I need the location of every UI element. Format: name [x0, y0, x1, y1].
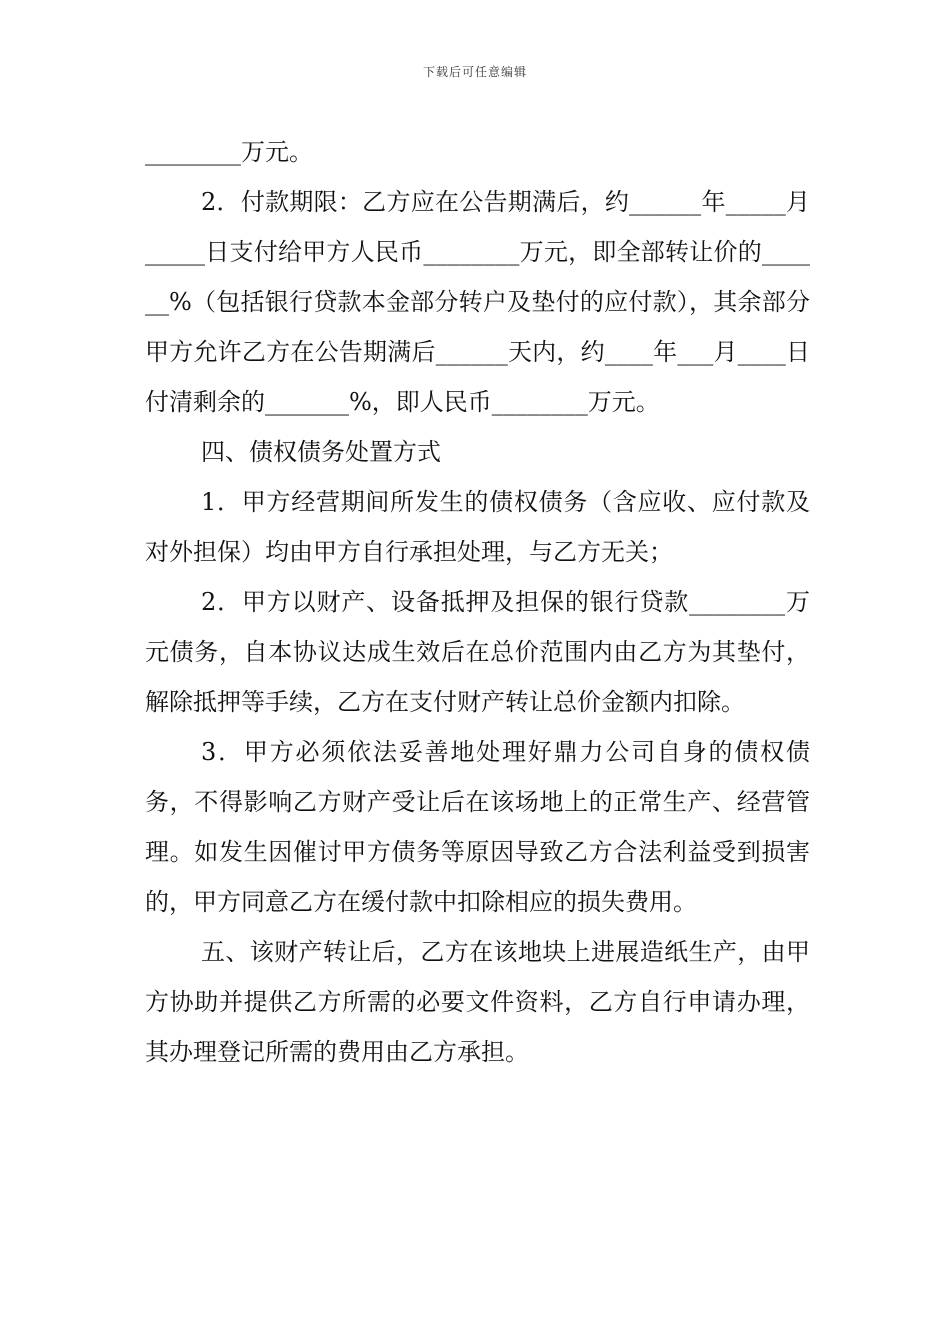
page-header: 下载后可任意编辑 — [422, 65, 527, 79]
section-paragraph-five: 五、该财产转让后，乙方在该地块上进展造纸生产，由甲方协助并提供乙方所需的必要文件资料，乙方自行申请办理，其办理登记所需的费用由乙方承担。 — [145, 938, 810, 1066]
paragraph-debt-clause-2: 2．甲方以财产、设备抵押及担保的银行贷款________万元债务，自本协议达成生效后在总价范围内由乙方为其垫付，解除抵押等手续，乙方在支付财产转让总价金额内扣除。 — [145, 588, 810, 716]
paragraph-payment-term: 2．付款期限：乙方应在公告期满后，约______年_____月_____日支付给甲方人民币________万元，即全部转让价的______%（包括银行贷款本金部分转户及垫付的应付款），其余部分甲方允许乙方在公告期满后______天内，约____年___月____日付清剩余的_______%，即人民币________万元。 — [145, 188, 810, 416]
section-heading-debt-disposal: 四、债权债务处置方式 — [201, 438, 441, 466]
paragraph-debt-clause-1: 1．甲方经营期间所发生的债权债务（含应收、应付款及对外担保）均由甲方自行承担处理，与乙方无关； — [145, 488, 810, 566]
document-body — [145, 127, 810, 1077]
paragraph-amount-tail: ________万元。 — [145, 138, 313, 166]
paragraph-debt-clause-3: 3．甲方必须依法妥善地处理好鼎力公司自身的债权债务，不得影响乙方财产受让后在该场地上的正常生产、经营管理。如发生因催讨甲方债务等原因导致乙方合法利益受到损害的，甲方同意乙方在缓付款中扣除相应的损失费用。 — [145, 738, 810, 916]
